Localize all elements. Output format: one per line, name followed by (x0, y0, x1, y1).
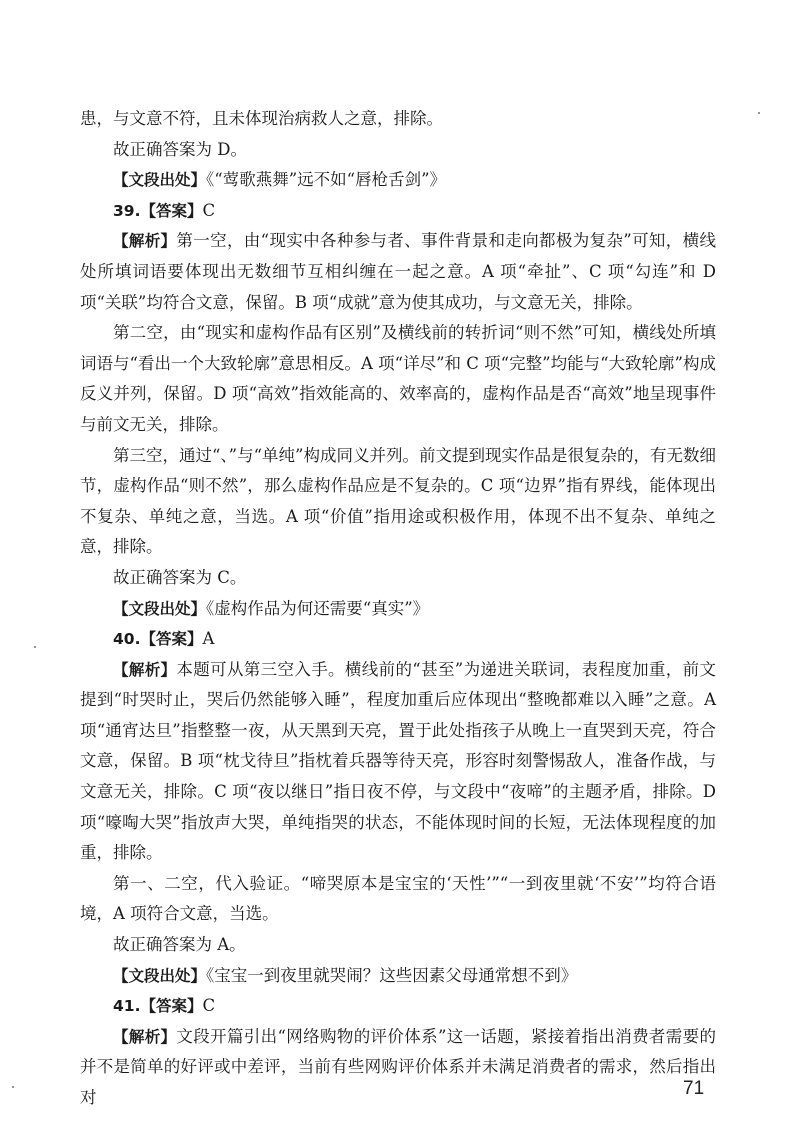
bold-label: 39.【答案】 (113, 201, 203, 220)
paragraph (80, 655, 716, 869)
bold-label: 【解析】 (113, 232, 177, 251)
paragraph (80, 104, 716, 135)
paragraph (80, 165, 716, 196)
paragraph (80, 869, 716, 930)
bold-label: 【文段出处】 (113, 599, 207, 618)
text-run: 第一空，由“现实中各种参与者、事件背景和走向都极为复杂”可知，横线处所填词语要体现出无数细节互相纠缠在一起之意。A 项“牵扯”、C 项“勾连”和 D 项“关联”均符合文意，保留。B 项“成就”意为使其成功，与文意无关，排除。 (80, 231, 716, 312)
page-number: 71 (683, 1078, 705, 1099)
text-run: 第三空，通过“、”与“单纯”构成同义并列。前文提到现实作品是很复杂的，有无数细节，虚构作品“则不然”，那么虚构作品应是不复杂的。C 项“边界”指有界线，能体现出不复杂、单纯之意，当选。A 项“价值”指用途或积极作用，体现不出不复杂、单纯之意，排除。 (80, 445, 716, 557)
bold-label: 【解析】 (113, 660, 177, 679)
text-run: 故正确答案为 D。 (113, 139, 247, 159)
paragraph (80, 930, 716, 961)
bold-label: 【文段出处】 (113, 171, 207, 190)
text-run: 文段开篇引出“网络购物的评价体系”这一话题，紧接着指出消费者需要的并不是简单的好评或中差评，当前有些网购评价体系并未满足消费者的需求，然后指出对 (80, 1026, 716, 1107)
bold-label: 【文段出处】 (113, 966, 207, 985)
text-run: 《宝宝一到夜里就哭闹？这些因素父母通常想不到》 (206, 965, 578, 985)
paragraph (80, 196, 716, 227)
text-run: 《虚构作品为何还需要“真实”》 (206, 598, 430, 618)
bold-label: 40.【答案】 (113, 630, 203, 649)
text-run: 故正确答案为 A。 (113, 935, 246, 955)
text-run: C (202, 200, 216, 220)
text-run: 患，与文意不符，且未体现治病救人之意，排除。 (80, 109, 443, 128)
text-run: 本题可从第三空入手。横线前的“甚至”为递进关联词，表程度加重，前文提到“时哭时止，哭后仍然能够入睡”，程度加重后应体现出“整晚都难以入睡”之意。A 项“通宵达旦”指整整一夜，从天黑到天亮，置于此处指孩子从晚上一直哭到天亮，符合文意，保留。B 项“枕戈待旦”指枕着兵器等待天亮，形容时刻警惕敌人，准备作战，与文意无关，排除。C 项“夜以继日”指日夜不停，与文段中“夜啼”的主题矛盾，排除。D 项“嚎啕大哭”指放声大哭，单纯指哭的状态，不能体现时间的长短，无法体现程度的加重，排除。 (80, 659, 716, 863)
text-run: 第二空，由“现实和虚构作品有区别”及横线前的转折词“则不然”可知，横线处所填词语与“看出一个大致轮廓”意思相反。A 项“详尽”和 C 项“完整”均能与“大致轮廓”构成反义并列，保留。D 项“高效”指效能高的、效率高的，虚构作品是否“高效”地呈现事件与前文无关，排除。 (80, 323, 716, 434)
paragraph (80, 318, 716, 440)
scan-speck (758, 112, 760, 114)
text-run: C (202, 996, 216, 1016)
paragraph (80, 135, 716, 166)
text-run: 故正确答案为 C。 (113, 567, 247, 587)
paragraph (80, 991, 716, 1022)
paragraph (80, 624, 716, 655)
body-text (80, 104, 716, 1114)
bold-label: 41.【答案】 (113, 997, 203, 1016)
paragraph (80, 961, 716, 992)
paragraph (80, 441, 716, 563)
paragraph (80, 226, 716, 318)
scan-speck (12, 1086, 14, 1088)
text-run: 第一、二空，代入验证。“啼哭原本是宝宝的‘天性’”“一到夜里就‘不安’”均符合语境，A 项符合文意，当选。 (80, 873, 716, 924)
paragraph (80, 594, 716, 625)
paragraph (80, 563, 716, 594)
bold-label: 【解析】 (113, 1027, 177, 1046)
paragraph (80, 1022, 716, 1114)
text-run: 《“莺歌燕舞”远不如“唇枪舌剑”》 (206, 170, 447, 190)
text-run: A (202, 629, 215, 649)
scan-speck (34, 646, 36, 648)
